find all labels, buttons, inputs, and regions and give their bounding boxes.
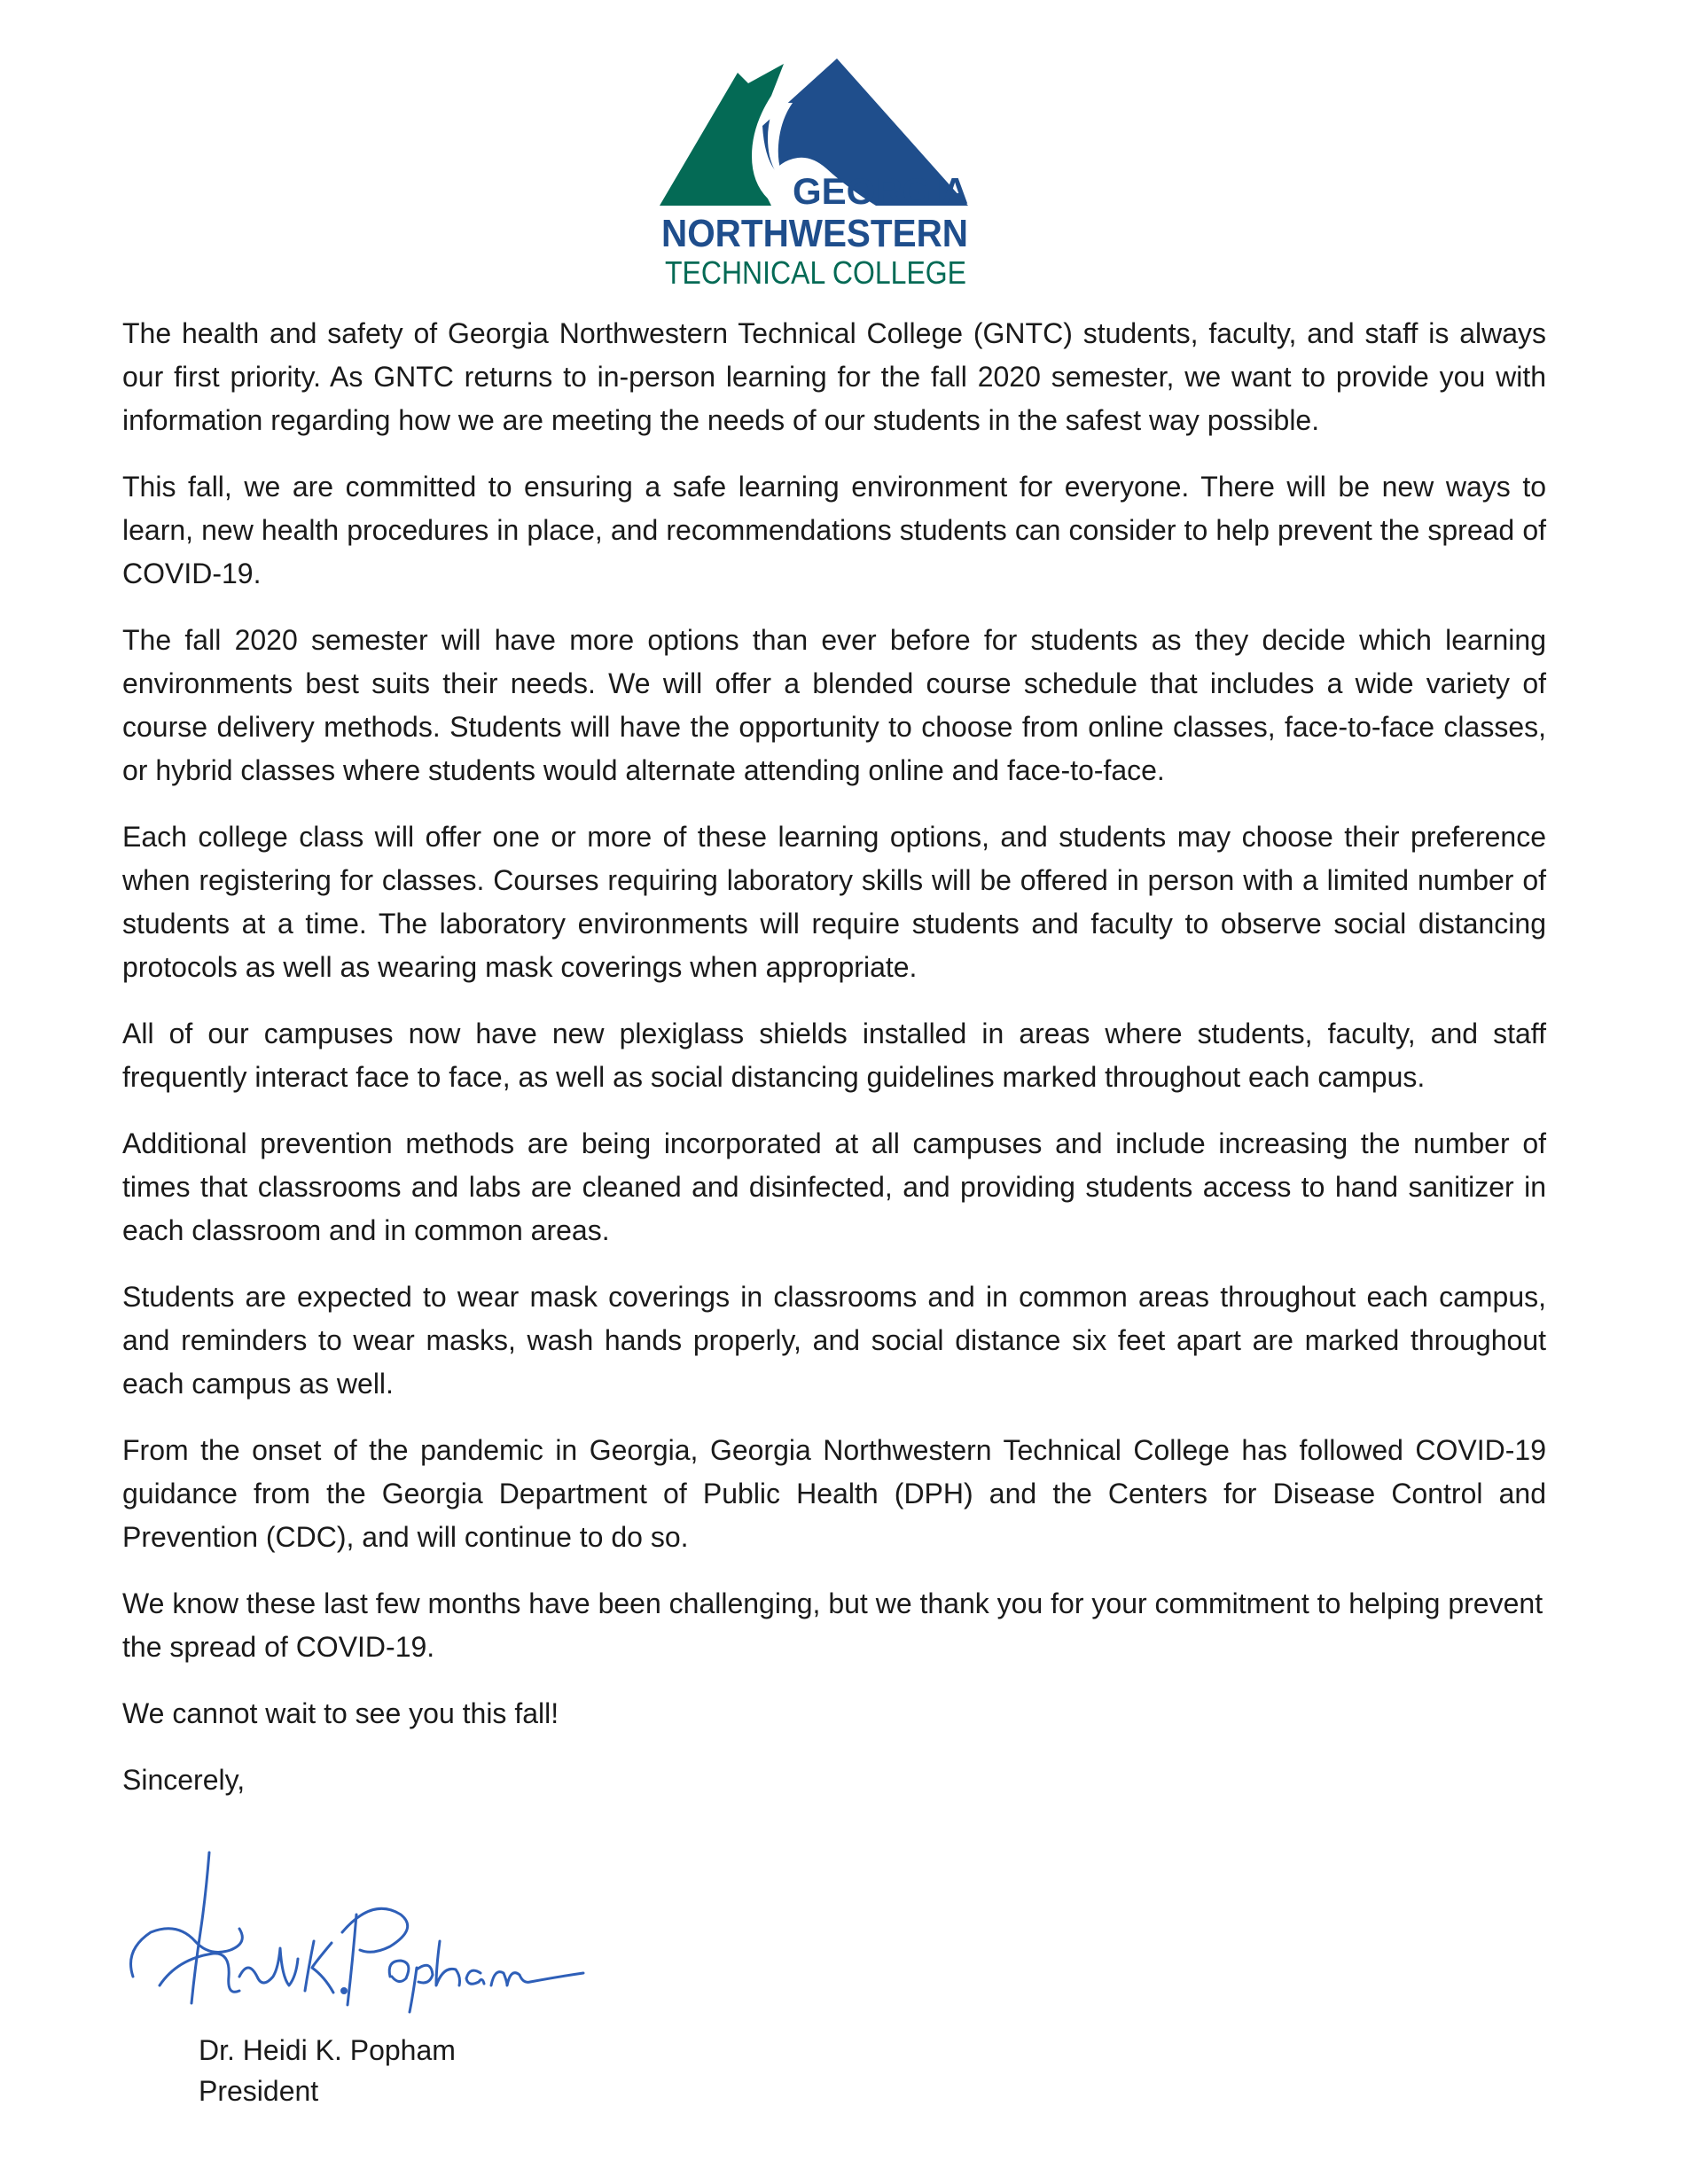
paragraph-masks: Students are expected to wear mask coverings in classrooms and in common areas throughout each campus, and reminders to wear masks, wash hands properly, and social distance six feet apart are marked throughout each campus as well.: [122, 1281, 1546, 1400]
handwritten-signature: [124, 1844, 585, 2021]
logo-line-technical-college: TECHNICAL COLLEGE: [665, 254, 966, 291]
signature-block: [199, 2030, 456, 2111]
signer-name: Dr. Heidi K. Popham: [199, 2034, 456, 2066]
logo-line-georgia: GEORGIA: [793, 170, 969, 212]
paragraph-options: The fall 2020 semester will have more options than ever before for students as they decide which learning environments best suits their needs. We will offer a blended course schedule that includes a wide variety of course delivery methods. Students will have the opportunity to choose from online classes, face-to-face classes, or hybrid classes where students would alternate attending online and face-to-face.: [122, 624, 1546, 786]
paragraph-class-options: Each college class will offer one or more of these learning options, and students may choose their preference when registering for classes. Courses requiring laboratory skills will be offered in person with a limited number of students at a time. The laboratory environments will require students and faculty to observe social distancing protocols as well as wearing mask coverings when appropriate.: [122, 821, 1546, 983]
letter-body: [122, 312, 1546, 1802]
college-logo: [660, 57, 970, 291]
paragraph-intro: The health and safety of Georgia Northwestern Technical College (GNTC) students, faculty, and staff is always our first priority. As GNTC returns to in-person learning for the fall 2020 semester, we want to provide you with information regarding how we are meeting the needs of our students in the safest way possible.: [122, 317, 1546, 436]
logo-mountains-graphic: [660, 57, 970, 291]
signer-title: President: [199, 2075, 319, 2107]
paragraph-prevention: Additional prevention methods are being incorporated at all campuses and include increasing the number of times that classrooms and labs are cleaned and disinfected, and providing students access to hand sanitizer in each classroom and in common areas.: [122, 1127, 1546, 1246]
logo-line-northwestern: NORTHWESTERN: [661, 212, 968, 255]
paragraph-commitment: This fall, we are committed to ensuring a safe learning environment for everyone. There will be new ways to learn, new health procedures in place, and recommendations students can consider to help prevent the spread of COVID-19.: [122, 471, 1546, 589]
paragraph-guidance: From the onset of the pandemic in Georgia, Georgia Northwestern Technical College has followed COVID-19 guidance from the Georgia Department of Public Health (DPH) and the Centers for Disease Control and Prevention (CDC), and will continue to do so.: [122, 1434, 1546, 1553]
paragraph-plexiglass: All of our campuses now have new plexiglass shields installed in areas where students, faculty, and staff frequently interact face to face, as well as social distancing guidelines marked throughout each campus.: [122, 1018, 1546, 1093]
signature-graphic: [124, 1844, 585, 2021]
paragraph-thanks: We know these last few months have been challenging, but we thank you for your commitment to helping prevent the spread of COVID-19.: [122, 1587, 1543, 1663]
closing-salutation: Sincerely,: [122, 1764, 246, 1796]
paragraph-see-you: We cannot wait to see you this fall!: [122, 1697, 559, 1729]
